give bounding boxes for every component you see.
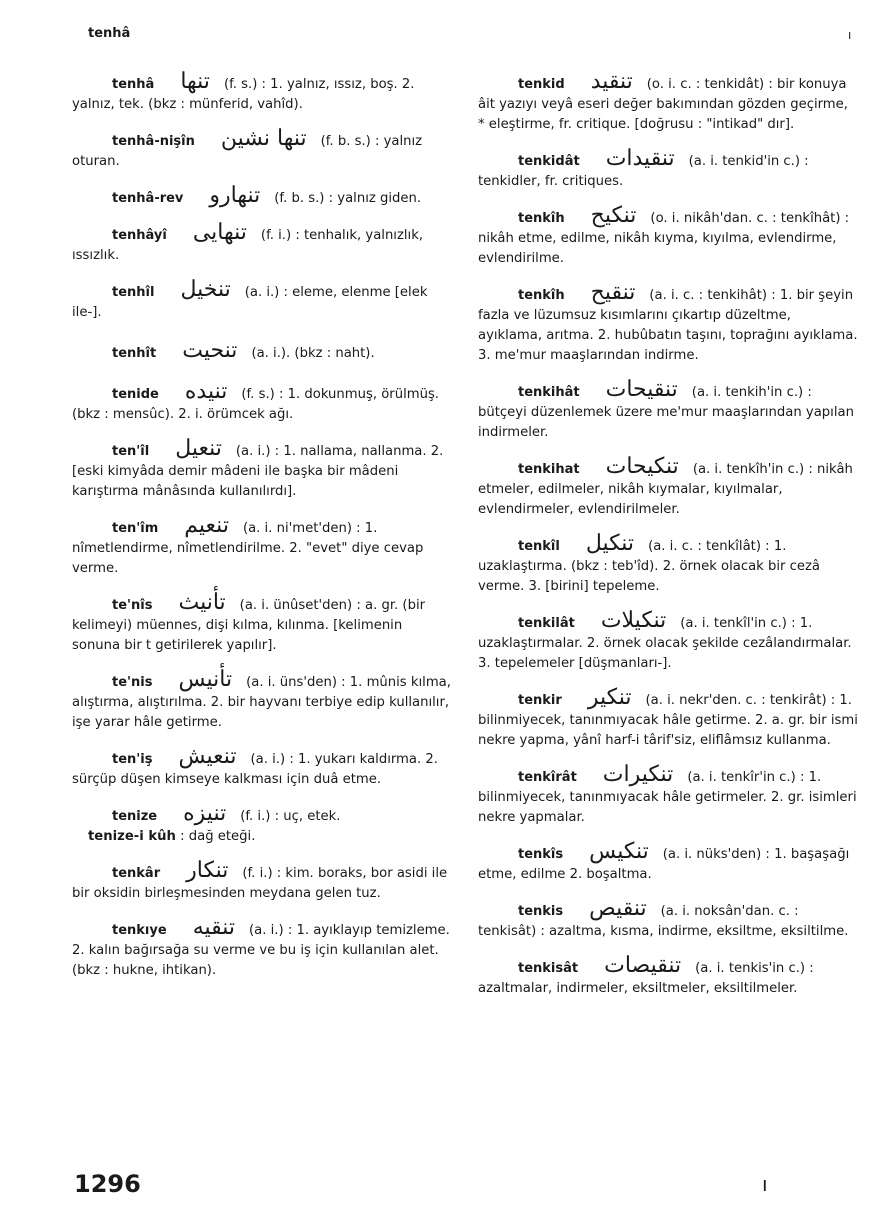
- entry-arabic-script: تنكير: [587, 685, 632, 710]
- entry-definition: (o. i. c. : tenkidât) : bir konuya âit yazıyı veyâ eseri değer bakımından gözden geçirme, * eleştirme, fr. critique. [doğrusu : "intikad" dır].: [478, 77, 853, 132]
- footer-mark: ı: [762, 1172, 768, 1196]
- entry-arabic-script: تنيده: [184, 379, 228, 404]
- dictionary-entry: [72, 379, 452, 425]
- entry-definition: (a. i. ünûset'den) : a. gr. (bir kelimeyi) müennes, dişi kılma, kılınma. [kelimenin sonuna bir t getirilerek yapılır].: [72, 598, 430, 653]
- dictionary-entry: [72, 126, 452, 172]
- entry-headword: tenkihat: [518, 462, 580, 477]
- subentry-headword: tenize-i kûh: [88, 829, 176, 844]
- entry-definition: (f. b. s.) : yalnız giden.: [274, 191, 422, 206]
- entry-arabic-script: تنقيد: [590, 69, 633, 94]
- dictionary-entry: [478, 280, 862, 366]
- entry-headword: ten'îm: [112, 521, 159, 536]
- entry-definition: (a. i.) : eleme, elenme [elek ile-].: [72, 285, 432, 320]
- entry-arabic-script: تنكيح: [590, 203, 637, 228]
- dictionary-entry: [72, 801, 452, 847]
- dictionary-entry: [478, 203, 858, 269]
- entry-headword: tenkîh: [518, 288, 565, 303]
- entry-headword: tenkid: [518, 77, 565, 92]
- entry-headword: tenkir: [518, 693, 562, 708]
- entry-definition: (f. s.) : 1. dokunmuş, örülmüş. (bkz : mensûc). 2. i. örümcek ağı.: [72, 387, 444, 422]
- entry-arabic-script: تنحيت: [182, 338, 238, 363]
- entry-definition: (a. i. tenkis'in c.) : azaltmalar, indirmeler, eksiltmeler, eksiltilmeler.: [478, 961, 818, 996]
- entry-definition: (a. i. üns'den) : 1. mûnis kılma, alıştırma, alıştırılma. 2. bir hayvanı terbiye edip kullanılır, işe yarar hâle getirme.: [72, 675, 456, 730]
- entry-arabic-script: تنهايى: [192, 220, 247, 245]
- entry-definition: (a. i. tenkîh'in c.) : nikâh etmeler, edilmeler, nikâh kıymalar, kıyılmalar, evlendirmeler, evlendirilmeler.: [478, 462, 858, 517]
- entry-definition: (f. i.) : tenhalık, yalnızlık, ıssızlık.: [72, 228, 428, 263]
- dictionary-entry: [478, 896, 858, 942]
- entry-definition: (f. i.) : kim. boraks, bor asidi ile bir oksidin birleşmesinden meydana gelen tuz.: [72, 866, 452, 901]
- header-mark: ı: [848, 28, 852, 42]
- entry-arabic-script: تأنيس: [178, 667, 233, 692]
- dictionary-entry: [478, 146, 858, 192]
- entry-headword: tenkis: [518, 904, 564, 919]
- subentry-definition: : dağ eteği.: [180, 829, 256, 844]
- dictionary-entry: [72, 436, 452, 502]
- entry-headword: tenkidât: [518, 154, 580, 169]
- dictionary-entry: [72, 69, 452, 115]
- entry-headword: tenkîl: [518, 539, 560, 554]
- entry-definition: (a. i.) : 1. ayıklayıp temizleme. 2. kalın bağırsağa su verme ve bu iş için kullanılan alet. (bkz : hukne, ihtikan).: [72, 923, 455, 978]
- entry-definition: (a. i. nüks'den) : 1. başaşağı etme, edilme 2. boşaltma.: [478, 847, 854, 882]
- entry-definition: (a. i.). (bkz : naht).: [251, 346, 375, 361]
- page-number: 1296: [74, 1170, 141, 1198]
- entry-headword: tenhîl: [112, 285, 155, 300]
- entry-definition: (o. i. nikâh'dan. c. : tenkîhât) : nikâh etme, edilme, nikâh kıyma, kıyılma, evlendirme, evlendirilme.: [478, 211, 854, 266]
- entry-definition: (a. i. tenkid'in c.) : tenkidler, fr. critiques.: [478, 154, 813, 189]
- entry-arabic-script: تنقيحات: [605, 377, 678, 402]
- entry-arabic-script: تنقيه: [192, 915, 236, 940]
- dictionary-entry: [478, 953, 858, 999]
- dictionary-entry: [478, 454, 858, 520]
- entry-headword: tenkisât: [518, 961, 579, 976]
- entry-definition: (f. b. s.) : yalnız oturan.: [72, 134, 427, 169]
- dictionary-entry: [72, 183, 452, 209]
- entry-definition: (a. i.) : 1. nallama, nallanma. 2. [eski kimyâda demir mâdeni ile başka bir mâdeni karıştırma mânâsında kullanılırdı].: [72, 444, 448, 499]
- entry-arabic-script: تنهارو: [209, 183, 261, 208]
- entry-arabic-script: تنكيس: [589, 839, 649, 864]
- dictionary-entry: [478, 69, 858, 135]
- dictionary-entry: [478, 762, 861, 828]
- entry-headword: tenkîh: [518, 211, 565, 226]
- right-column: [478, 69, 863, 999]
- dictionary-entry: [72, 744, 452, 790]
- entry-arabic-script: تنعيش: [178, 744, 237, 769]
- dictionary-entry: [72, 277, 452, 323]
- entry-headword: tenkîs: [518, 847, 564, 862]
- entry-arabic-script: تنيزه: [183, 801, 227, 826]
- entry-arabic-script: تنكار: [186, 858, 229, 883]
- dictionary-entry: [72, 513, 452, 579]
- entry-arabic-script: تنكيرات: [602, 762, 674, 787]
- entry-definition: (a. i. c. : tenkîlât) : 1. uzaklaştırma. (bkz : teb'îd). 2. örnek olacak bir cezâ verme. 3. [birini] tepeleme.: [478, 539, 825, 594]
- entry-headword: te'nis: [112, 675, 153, 690]
- entry-headword: tenide: [112, 387, 159, 402]
- running-head: tenhâ: [88, 26, 131, 41]
- dictionary-entry: [72, 220, 452, 266]
- entry-arabic-script: تنقيصات: [604, 953, 682, 978]
- entry-arabic-script: تنقيح: [590, 280, 636, 305]
- entry-arabic-script: تنها نشين: [220, 126, 307, 151]
- entry-definition: (a. i. noksân'dan. c. : tenkisât) : azaltma, kısma, indirme, eksiltme, eksiltilme.: [478, 904, 849, 939]
- entry-arabic-script: تنخيل: [180, 277, 231, 302]
- entry-definition: (a. i. tenkîl'in c.) : 1. uzaklaştırmalar. 2. örnek olacak şekilde cezâlandırmalar. 3. tepelemeler [düşmanları-].: [478, 616, 856, 671]
- entry-headword: tenkâr: [112, 866, 161, 881]
- entry-arabic-script: تأنيث: [178, 590, 226, 615]
- dictionary-entry: [72, 338, 452, 364]
- entry-headword: tenhâ-nişîn: [112, 134, 195, 149]
- dictionary-entry: [478, 839, 858, 885]
- entry-headword: tenhâyî: [112, 228, 167, 243]
- dictionary-entry: [72, 915, 455, 981]
- entry-definition: (a. i. tenkih'in c.) : bütçeyi düzenlemek üzere me'mur maaşlarından yapılan indirmeler.: [478, 385, 859, 440]
- dictionary-entry: [478, 531, 858, 597]
- entry-definition: (a. i.) : 1. yukarı kaldırma. 2. sürçüp düşen kimseye kalkması için duâ etme.: [72, 752, 443, 787]
- entry-headword: tenkıye: [112, 923, 167, 938]
- entry-definition: (f. i.) : uç, etek.: [240, 809, 341, 824]
- entry-headword: tenkîrât: [518, 770, 577, 785]
- dictionary-entry: [72, 667, 456, 733]
- entry-arabic-script: تنقيص: [589, 896, 647, 921]
- dictionary-entry: [478, 608, 858, 674]
- entry-definition: (a. i. c. : tenkihât) : 1. bir şeyin fazla ve lüzumsuz kısımlarını çıkartıp düzeltme, ayıklama, arıtma. 2. hubûbatın taşını, toprağını ayıklama. 3. me'mur maaşlarından indirme.: [478, 288, 862, 363]
- left-column: [72, 69, 456, 981]
- entry-arabic-script: تنكيل: [585, 531, 635, 556]
- entry-definition: (a. i. tenkîr'in c.) : 1. bilinmiyecek, tanınmıyacak hâle getirmeler. 2. gr. isimleri nekre yapmalar.: [478, 770, 861, 825]
- entry-subentry: [72, 827, 452, 847]
- entry-headword: tenkilât: [518, 616, 575, 631]
- entry-headword: ten'iş: [112, 752, 153, 767]
- entry-definition: (a. i. ni'met'den) : 1. nîmetlendirme, nîmetlendirilme. 2. "evet" diye cevap verme.: [72, 521, 428, 576]
- entry-headword: tenhît: [112, 346, 157, 361]
- dictionary-entry: [478, 377, 859, 443]
- entry-arabic-script: تنكيحات: [605, 454, 679, 479]
- entry-headword: tenize: [112, 809, 158, 824]
- entry-arabic-script: تنعيم: [184, 513, 229, 538]
- entry-headword: tenhâ-rev: [112, 191, 184, 206]
- entry-arabic-script: تنعيل: [175, 436, 222, 461]
- entry-definition: (a. i. nekr'den. c. : tenkirât) : 1. bilinmiyecek, tanınmıyacak hâle getirme. 2. a. gr. bir ismi nekre yapma, yânî harf-i târif'siz, eliflâmsız kullanma.: [478, 693, 863, 748]
- entry-arabic-script: تنقيدات: [605, 146, 675, 171]
- entry-arabic-script: تنكيلات: [600, 608, 667, 633]
- entry-headword: te'nîs: [112, 598, 153, 613]
- dictionary-entry: [478, 685, 863, 751]
- entry-headword: ten'îl: [112, 444, 150, 459]
- entry-arabic-script: تنها: [180, 69, 210, 94]
- dictionary-entry: [72, 858, 452, 904]
- entry-headword: tenhâ: [112, 77, 155, 92]
- dictionary-entry: [72, 590, 452, 656]
- entry-headword: tenkihât: [518, 385, 580, 400]
- entry-definition: (f. s.) : 1. yalnız, ıssız, boş. 2. yalnız, tek. (bkz : münferid, vahîd).: [72, 77, 419, 112]
